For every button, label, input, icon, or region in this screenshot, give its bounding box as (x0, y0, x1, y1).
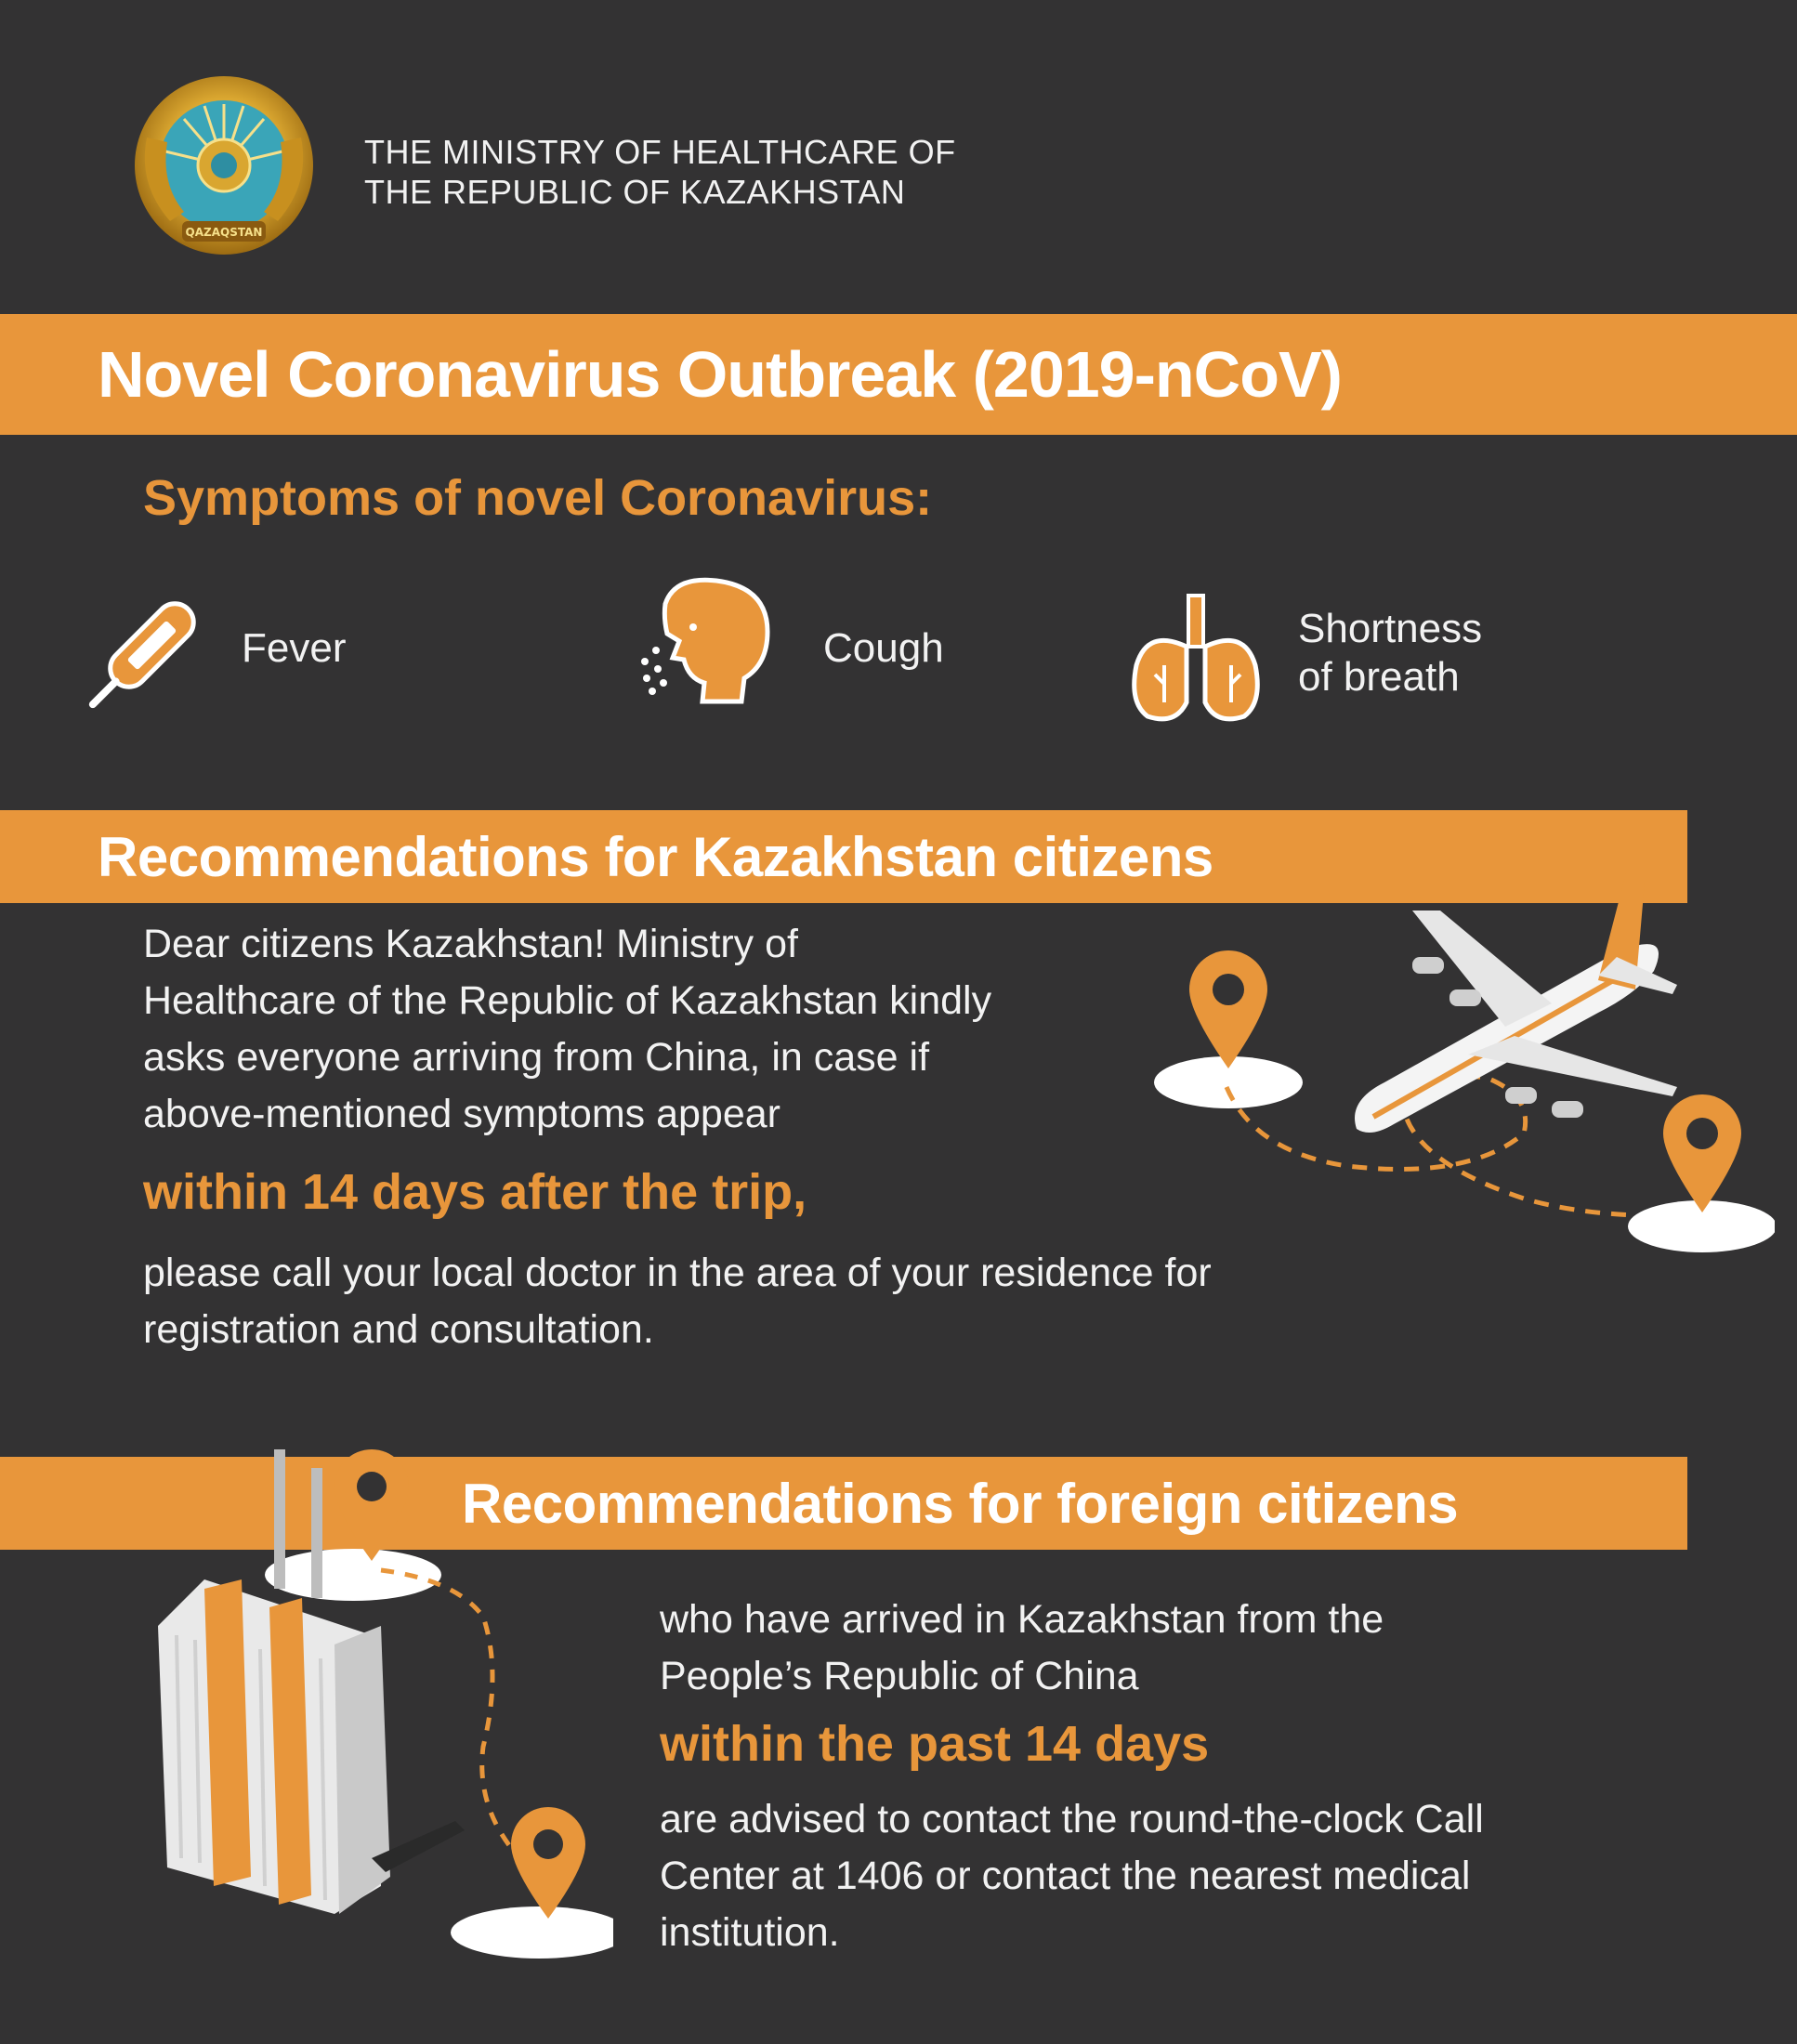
thermometer-icon (82, 591, 207, 716)
top-pin-icon (334, 1449, 409, 1561)
kz-after-line-2: registration and consultation. (143, 1307, 654, 1352)
foreign-heading: Recommendations for foreign citizens (462, 1472, 1459, 1535)
suitcase-illustration (149, 1449, 613, 1970)
kazakhstan-paragraph (143, 916, 991, 1143)
lungs-icon (1129, 591, 1264, 726)
foreign-after-line-3: institution. (660, 1910, 840, 1955)
kz-line-4: above-mentioned symptoms appear (143, 1092, 780, 1136)
foreign-intro-line-1: who have arrived in Kazakhstan from the (660, 1597, 1384, 1642)
foreign-after-line-2: Center at 1406 or contact the nearest medical (660, 1854, 1471, 1898)
foreign-after-line-1: are advised to contact the round-the-clock Call (660, 1797, 1484, 1841)
ministry-name (364, 132, 956, 212)
suitcase-icon (158, 1449, 465, 1914)
page-title: Novel Coronavirus Outbreak (2019-nCoV) (98, 338, 1342, 411)
ministry-line-2: THE REPUBLIC OF KAZAKHSTAN (364, 173, 906, 211)
ministry-line-1: THE MINISTRY OF HEALTHCARE OF (364, 133, 956, 171)
symptom-breath-line-2: of breath (1298, 654, 1460, 700)
kz-line-3: asks everyone arriving from China, in case if (143, 1035, 930, 1080)
symptom-fever: Fever (242, 625, 347, 671)
emblem-icon (128, 72, 320, 264)
bottom-pin-icon (511, 1807, 585, 1919)
kazakhstan-heading: Recommendations for Kazakhstan citizens (98, 825, 1213, 888)
state-emblem (128, 72, 320, 264)
kazakhstan-after (143, 1245, 1212, 1358)
foreign-emphasis: within the past 14 days (660, 1716, 1210, 1772)
emblem-text: QAZAQSTAN (185, 226, 263, 239)
bottom-pin-base (451, 1906, 613, 1959)
kz-after-line-1: please call your local doctor in the area of your residence for (143, 1251, 1212, 1295)
origin-pin-icon (1189, 950, 1267, 1068)
cough-icon (637, 576, 777, 715)
foreign-intro-line-2: People’s Republic of China (660, 1654, 1139, 1698)
foreign-after (660, 1791, 1484, 1961)
symptoms-heading: Symptoms of novel Coronavirus: (143, 470, 933, 526)
airplane-icon (1355, 873, 1677, 1133)
kz-line-1: Dear citizens Kazakhstan! Ministry of (143, 922, 798, 966)
title-band (0, 314, 1797, 435)
symptom-breath-line-1: Shortness (1298, 606, 1483, 651)
foreign-intro (660, 1592, 1384, 1705)
kazakhstan-emphasis: within 14 days after the trip, (143, 1164, 807, 1220)
airplane-illustration (1134, 855, 1775, 1319)
kz-line-2: Healthcare of the Republic of Kazakhstan kindly (143, 978, 992, 1023)
symptom-cough: Cough (823, 625, 944, 671)
destination-pin-icon (1663, 1094, 1741, 1212)
symptom-shortness-of-breath (1298, 605, 1482, 701)
